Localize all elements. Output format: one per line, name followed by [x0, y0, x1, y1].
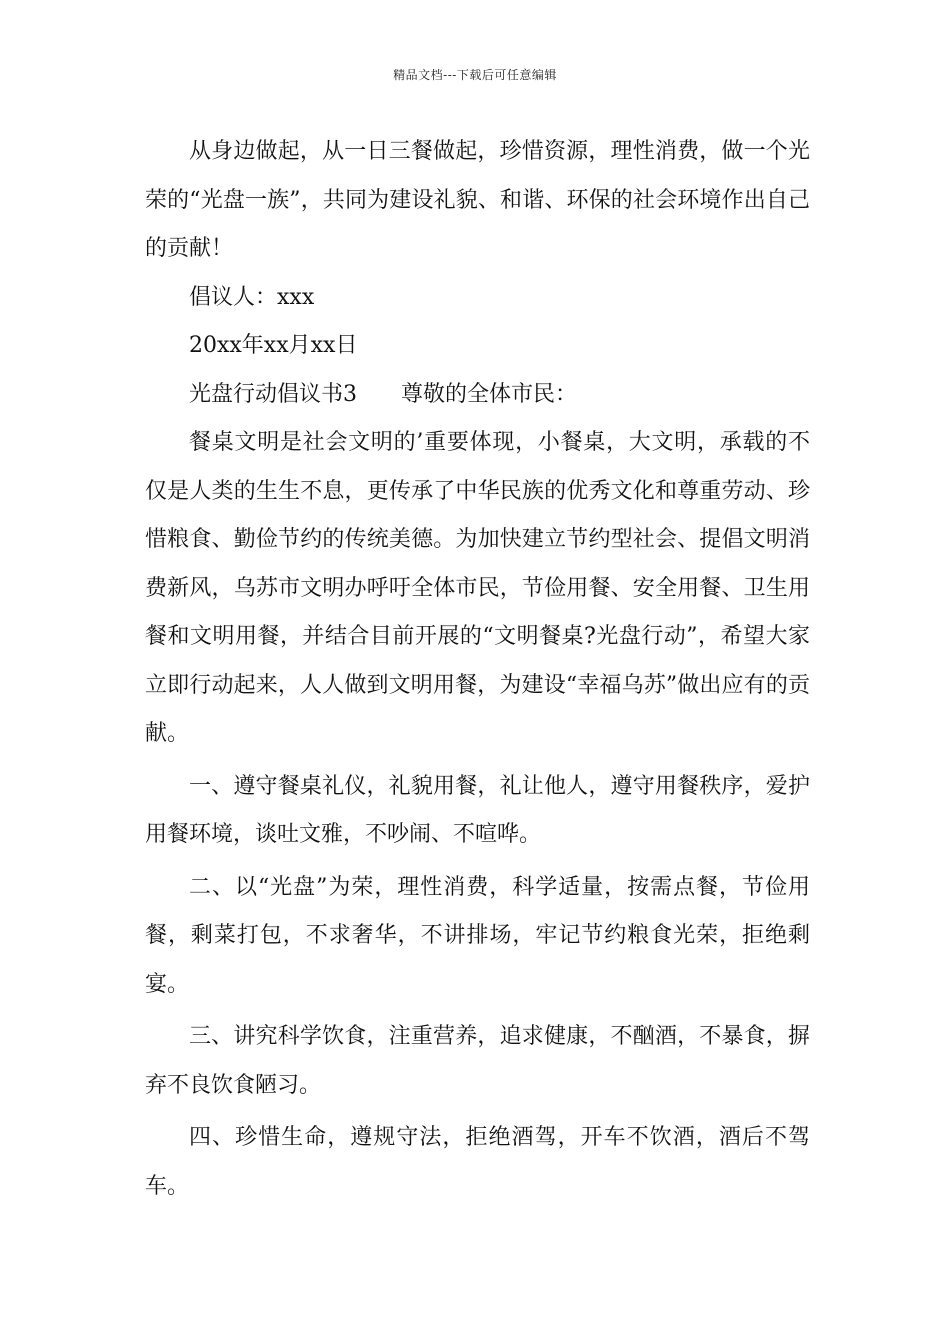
point-three-paragraph: 三、讲究科学饮食，注重营养，追求健康，不酗酒，不暴食，摒弃不良饮食陋习。: [145, 1024, 810, 1098]
proposal-title-and-salutation: 光盘行动倡议书3 尊敬的全体市民：: [189, 381, 577, 407]
point-two-paragraph: 二、以“光盘”为荣，理性消费，科学适量，按需点餐，节俭用餐，剩菜打包，不求奢华，不讲排场，牢记节约粮食光荣，拒绝剩宴。: [145, 874, 810, 997]
date-line: 20xx年xx月xx日: [189, 333, 358, 358]
document-body: [145, 128, 810, 1211]
closing-paragraph: 从身边做起，从一日三餐做起，珍惜资源，理性消费，做一个光荣的“光盘一族”，共同为建设礼貌、和谐、环保的社会环境作出自己的贡献！: [145, 139, 810, 261]
page-header: 精品文档---下载后可任意编辑: [393, 68, 557, 82]
intro-paragraph: 餐桌文明是社会文明的’重要体现，小餐桌，大文明，承载的不仅是人类的生生不息，更传承了中华民族的优秀文化和尊重劳动、珍惜粮食、勤俭节约的传统美德。为加快建立节约型社会、提倡文明消费新风，乌苏市文明办呼吁全体市民，节俭用餐、安全用餐、卫生用餐和文明用餐，并结合目前开展的“文明餐桌?光盘行动”，希望大家立即行动起来，人人做到文明用餐，为建设“幸福乌苏”做出应有的贡献。: [145, 430, 810, 746]
point-four-paragraph: 四、珍惜生命，遵规守法，拒绝酒驾，开车不饮酒，酒后不驾车。: [145, 1125, 810, 1199]
point-one-paragraph: 一、遵守餐桌礼仪，礼貌用餐，礼让他人，遵守用餐秩序，爱护用餐环境，谈吐文雅，不吵闹、不喧哗。: [145, 773, 810, 847]
signatory-line: 倡议人：xxx: [189, 284, 315, 310]
